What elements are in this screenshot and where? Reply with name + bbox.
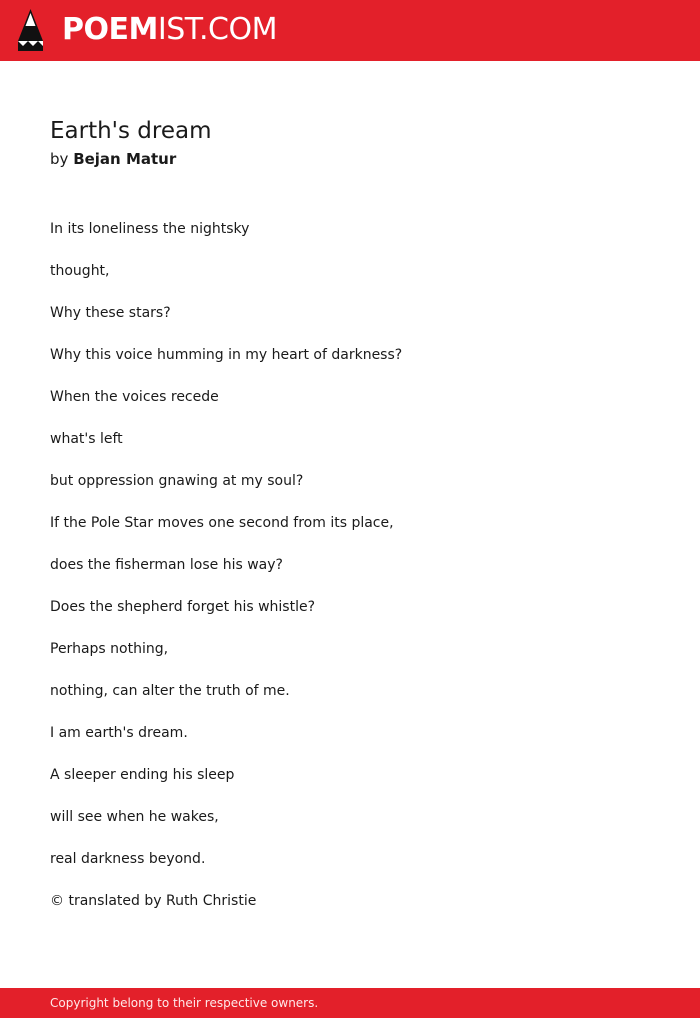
- poem-line: but oppression gnawing at my soul?: [50, 473, 304, 489]
- poem-line: Perhaps nothing,: [50, 641, 169, 657]
- poem-line: Why this voice humming in my heart of darkness?: [50, 347, 403, 363]
- logo-text-light: IST.COM: [157, 12, 277, 47]
- poem-line: In its loneliness the nightsky: [50, 221, 250, 237]
- poem-line: nothing, can alter the truth of me.: [50, 683, 290, 699]
- pencil-icon[interactable]: [17, 9, 44, 51]
- poem-body: [50, 218, 402, 932]
- author-name: Bejan Matur: [73, 150, 177, 168]
- poem-line: Why these stars?: [50, 305, 171, 321]
- poem-title: Earth's dream: [50, 118, 212, 144]
- poem-line: When the voices recede: [50, 389, 219, 405]
- poem-line: will see when he wakes,: [50, 809, 219, 825]
- poem-line: A sleeper ending his sleep: [50, 767, 235, 783]
- copyright-notice: Copyright belong to their respective owners.: [50, 996, 319, 1010]
- site-header: [0, 0, 700, 61]
- poem-line: thought,: [50, 263, 110, 279]
- poem-line: what's left: [50, 431, 123, 447]
- logo-text-bold: POEM: [62, 12, 158, 47]
- poem-line: I am earth's dream.: [50, 725, 188, 741]
- poem-line: does the fisherman lose his way?: [50, 557, 283, 573]
- by-label: by: [50, 150, 69, 168]
- site-footer: [0, 988, 700, 1018]
- site-logo[interactable]: [62, 11, 277, 49]
- poem-line: Does the shepherd forget his whistle?: [50, 599, 316, 615]
- translator-credit: © translated by Ruth Christie: [50, 893, 257, 909]
- poem-line: real darkness beyond.: [50, 851, 206, 867]
- byline: [50, 148, 176, 170]
- poem-line: If the Pole Star moves one second from its place,: [50, 515, 394, 531]
